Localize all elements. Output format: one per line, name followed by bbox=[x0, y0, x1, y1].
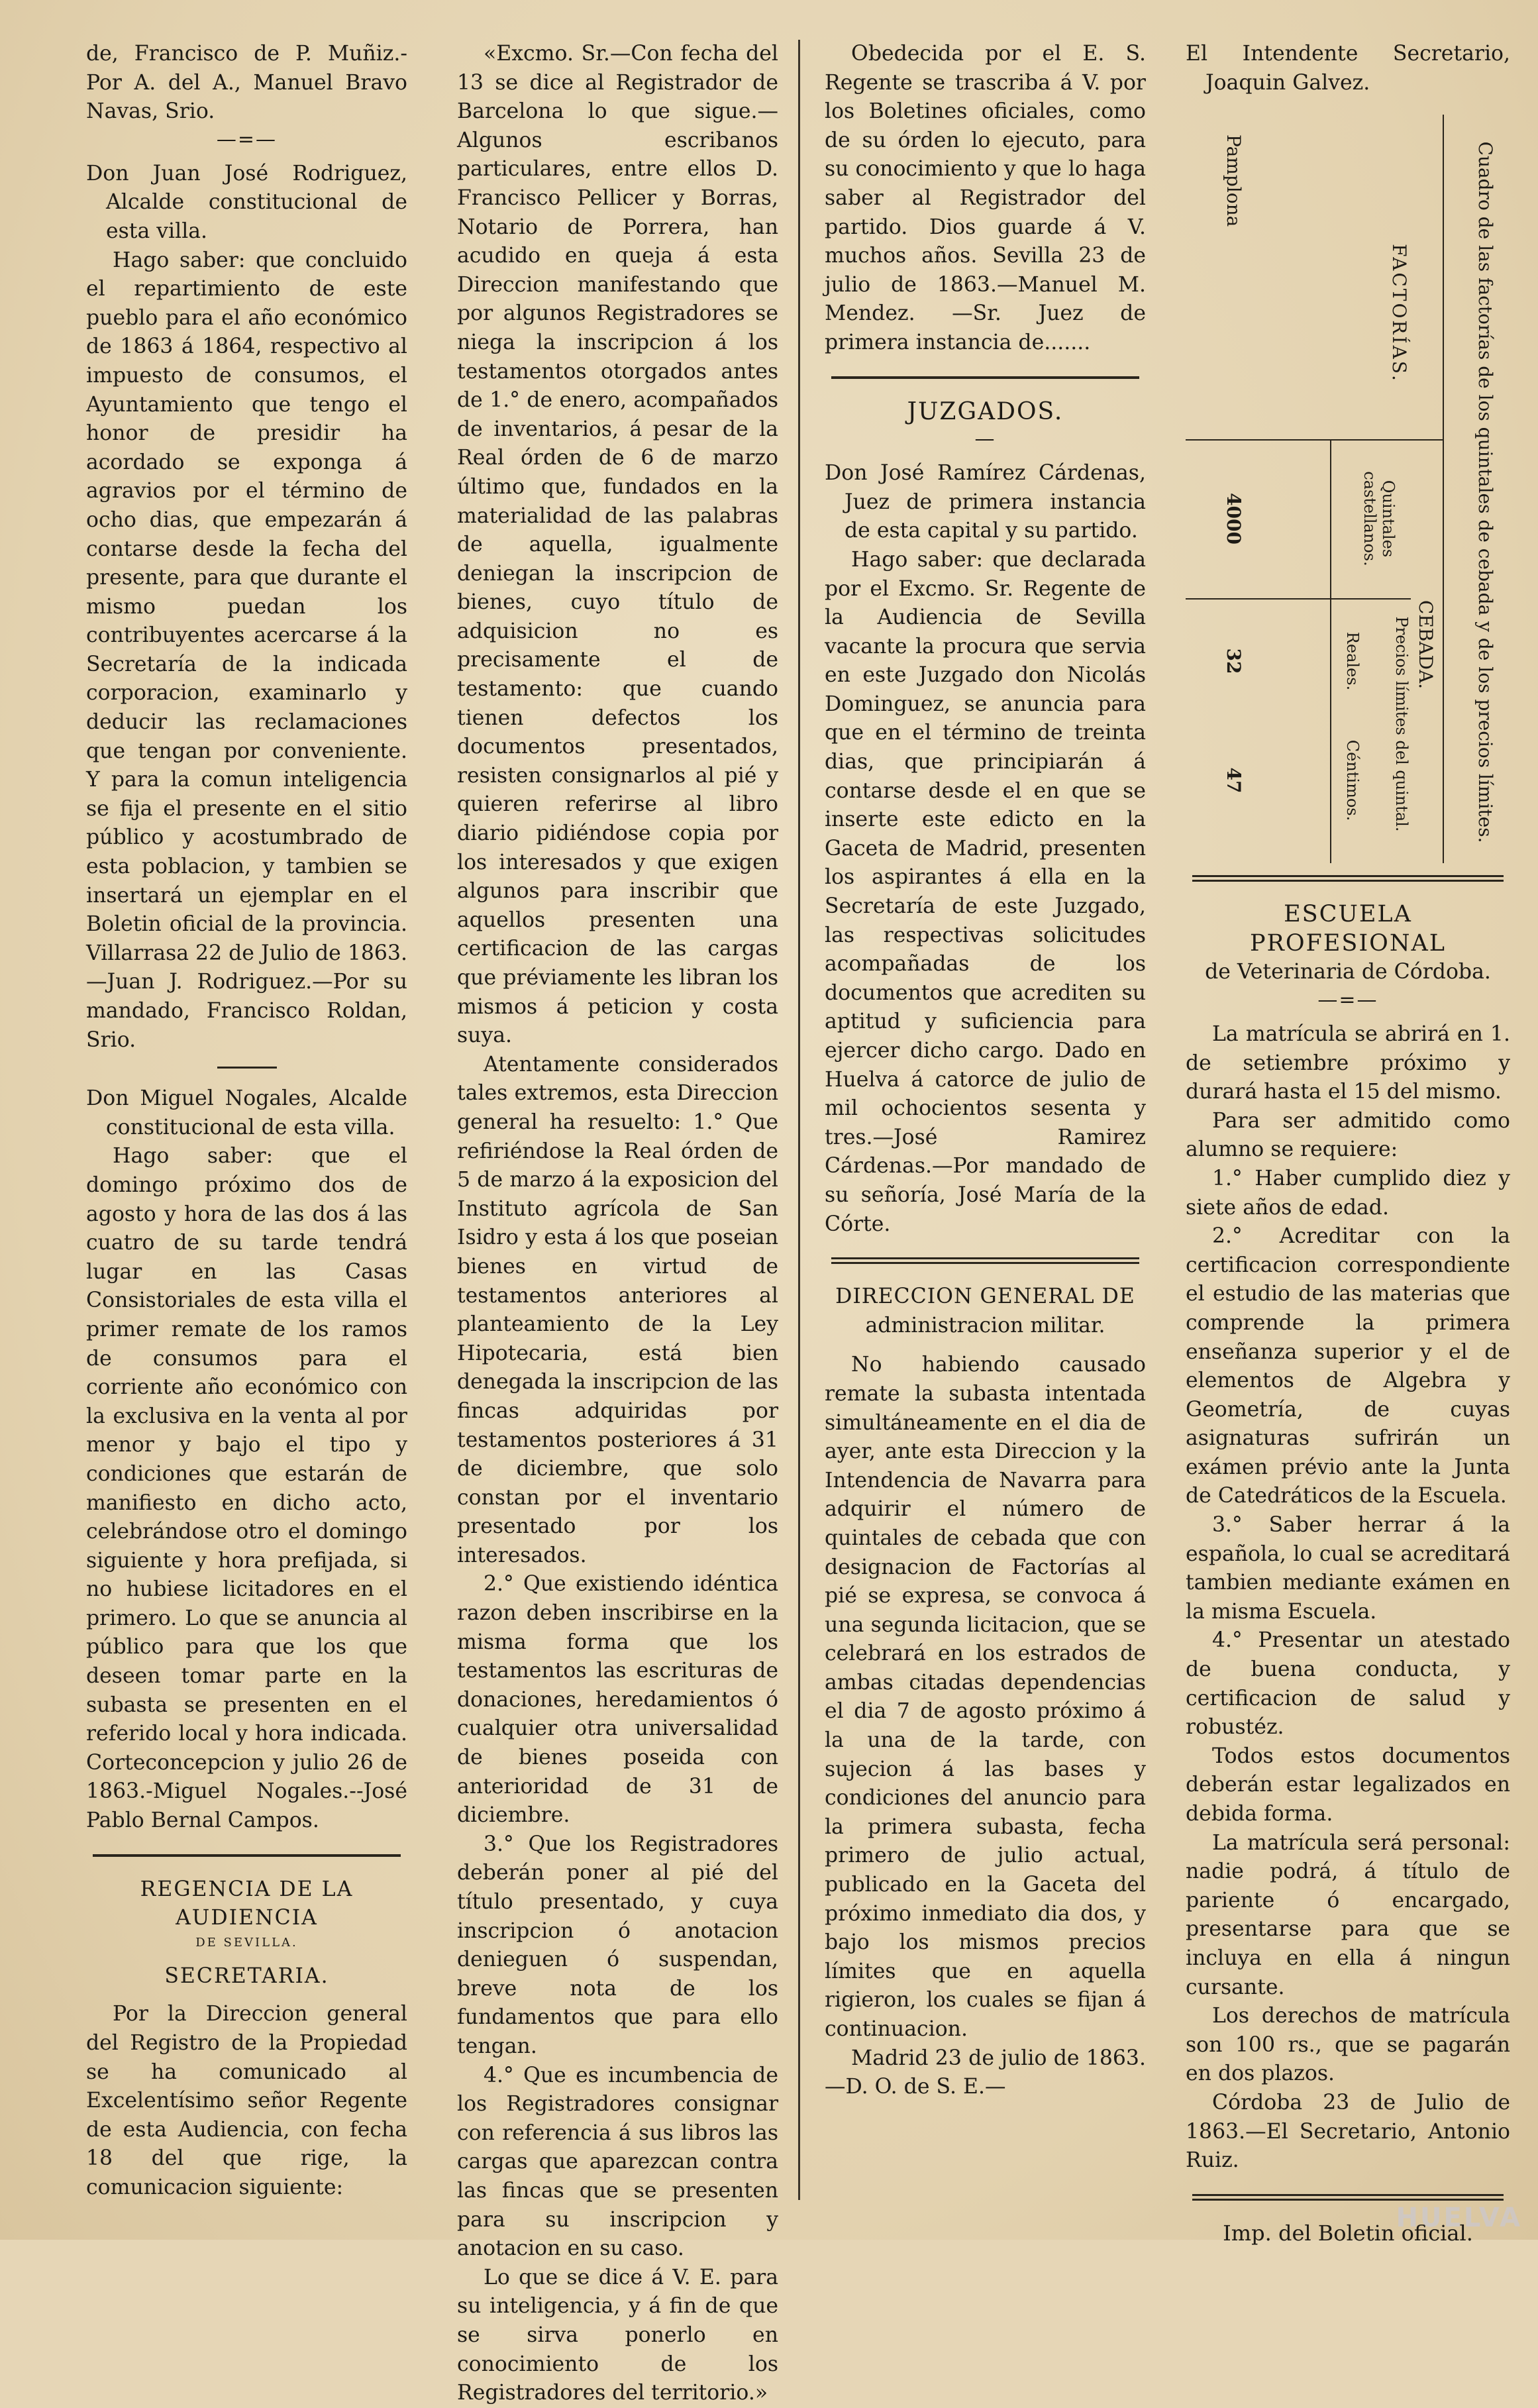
section-rule bbox=[93, 1854, 401, 1857]
table-row-reales: 32 bbox=[1223, 648, 1245, 674]
article-paragraph: Atentamente considerados tales extremos, esta Direccion general ha resuelto: 1.° Que refiriéndose la Real órden de 5 de marzo á la exposicion del Instituto agrícola de San Isidro y esta á los que poseian bienes en virtud de testamentos anteriores al planteamiento de la Ley Hipotecaria, está bien denegada la inscripcion de las fincas adquiridas por testamentos posteriores á 31 de diciembre, que solo constan por el inventario presentado por los interesados. bbox=[457, 1052, 778, 1567]
table-line bbox=[1186, 598, 1411, 600]
table-line bbox=[1443, 115, 1444, 863]
notice-body: Hago saber: que el domingo próximo dos de agosto y hora de las dos á las cuatro de su tarde tendrá lugar en las Casas Consistoriales de esta villa el primer remate de los ramos de consumos para el corriente año económico con la exclusiva en la venta al por menor y bajo el tipo y condiciones que estarán de manifiesto en dicho acto, celebrándose otro el domingo siguiente y hora prefijada, si no hubiese licitadores en el primero. Lo que se anuncia al público para que los que deseen tomar parte en la subasta se presenten en el referido local y hora indicada. Corteconcepcion y julio 26 de 1863.-Miguel Nogales.--José Pablo Bernal Campos. bbox=[86, 1144, 407, 1833]
article-paragraph: La matrícula será personal: nadie podrá, á título de pariente ó encargado, presentarse para que se incluya en ella á ningun cursante. bbox=[1186, 1830, 1510, 1999]
section-heading-direccion: DIRECCION GENERAL DE bbox=[835, 1284, 1135, 1309]
library-stamp: HUELVA bbox=[1396, 2203, 1522, 2233]
article-paragraph: Para ser admitido como alumno se requiere: bbox=[1186, 1108, 1510, 1162]
article-paragraph: Los derechos de matrícula son 100 rs., que se pagarán en dos plazos. bbox=[1186, 2004, 1510, 2086]
table-header-reales: Reales. bbox=[1343, 631, 1362, 691]
column-1 bbox=[86, 40, 407, 2213]
notice-body: Hago saber: que concluido el repartimiento de este pueblo para el año económico de 1863 á 1864, respectivo al impuesto de consumos, el Ayuntamiento que tengo el honor de presidir ha acordado se exponga á agravios por el término de ocho dias, que empezarán á contarse desde la fecha del presente, para que durante el mismo puedan los contribuyentes acercarse á la Secretaría de la indicada corporacion, examinarlo y deducir las reclamaciones que tengan por conveniente. Y para la comun inteligencia se fija el presente en el sitio público y acostumbrado de esta poblacion, y tambien se insertará un ejemplar en el Boletin oficial de la provincia. Villarrasa 22 de Julio de 1863. —Juan J. Rodriguez.—Por su mandado, Francisco Roldan, Srio. bbox=[86, 248, 408, 1052]
article-paragraph: Córdoba 23 de Julio de 1863.—El Secretario, Antonio Ruiz. bbox=[1186, 2090, 1510, 2173]
section-rule bbox=[1192, 2194, 1504, 2201]
article-paragraph: 4.° Presentar un atestado de buena conducta, y certificacion de salud y robustéz. bbox=[1186, 1628, 1510, 1740]
separator: —=— bbox=[1317, 988, 1378, 1012]
imprint: Imp. del Boletin oficial. bbox=[1223, 2220, 1473, 2246]
price-table-rotated bbox=[1186, 115, 1510, 863]
table-row-name: Pamplona bbox=[1223, 134, 1245, 227]
notice-heading: Don José Ramírez Cárdenas, Juez de primera instancia de esta capital y su partido. bbox=[825, 461, 1146, 543]
notice-heading: Don Juan José Rodriguez, Alcalde constitucional de esta villa. bbox=[86, 161, 407, 243]
column-2 bbox=[457, 40, 778, 2405]
table-row-quintales: 4000 bbox=[1223, 493, 1245, 545]
table-title: Cuadro de las factorías de los quintales de cebada y de los precios límites. bbox=[1474, 141, 1496, 843]
article-paragraph: 3.° Que los Registradores deberán poner al pié del título presentado, y cuya inscripcion ó anotacion denieguen ó suspendan, breve nota de los fundamentos que para ello tengan. bbox=[457, 1832, 778, 2058]
section-heading-secretaria: SECRETARIA. bbox=[164, 1963, 329, 1988]
article-paragraph: 4.° Que es incumbencia de los Registradores consignar con referencia á sus libros las cargas que aparezcan contra las fincas que se presenten para su inscripcion y anotacion en su caso. bbox=[457, 2063, 778, 2261]
column-rule bbox=[798, 40, 800, 2200]
article-signature: Madrid 23 de julio de 1863.—D. O. de S. E.— bbox=[825, 2046, 1146, 2099]
separator: —=— bbox=[216, 127, 278, 151]
section-heading-juzgados: JUZGADOS. bbox=[907, 397, 1064, 425]
article-paragraph: Todos estos documentos deberán estar legalizados en debida forma. bbox=[1186, 1744, 1510, 1826]
section-rule bbox=[831, 376, 1139, 379]
section-subheading-admin: administracion militar. bbox=[865, 1313, 1105, 1337]
notice-body: Hago saber: que declarada por el Excmo. Sr. Regente de la Audiencia de Sevilla vacante la procura que servia en este Juzgado don Nicolás Dominguez, se anuncia para que en el término de treinta dias, que principiarán á contarse desde el en que se inserte este edicto en la Gaceta de Madrid, presenten los aspirantes á ella en la Secretaría de este Juzgado, las respectivas solicitudes acompañadas de los documentos que acrediten su aptitud y suficiencia para ejercer dicho cargo. Dado en Huelva á catorce de julio de mil ochocientos sesenta y tres.—José Ramirez Cárdenas.—Por mandado de su señoría, José María de la Córte. bbox=[825, 547, 1146, 1236]
separator: — bbox=[974, 427, 996, 451]
table-header-centimos: Céntimos. bbox=[1343, 739, 1362, 821]
price-table bbox=[1186, 115, 1510, 863]
section-heading-regencia: REGENCIA DE LA AUDIENCIA bbox=[140, 1877, 354, 1930]
article-paragraph: 2.° Acreditar con la certificacion correspondiente el estudio de las materias que comprende la primera enseñanza superior y el de elementos de Algebra y Geometría, de cuyas asignaturas sufrirán un exámen prévio ante la Junta de Catedráticos de la Escuela. bbox=[1186, 1224, 1510, 1508]
notice-heading: Don Miguel Nogales, Alcalde constitucional de esta villa. bbox=[86, 1086, 407, 1139]
article-paragraph: No habiendo causado remate la subasta intentada simultáneamente en el dia de ayer, ante esta Direccion y la Intendencia de Navarra para adquirir el número de quintales de cebada que con designacion de Factorías al pié se expresa, se convoca á una segunda licitacion, que se celebrará en los estrados de ambas citadas dependencias el dia 7 de agosto próximo á la una de la tarde, con sujecion á las bases y condiciones del anuncio para la primera subasta, fecha primero de julio actual, publicado en la Gaceta del próximo inmediato dia dos, y bajo los mismos precios límites que en aquella rigieron, los cuales se fijan á continuacion. bbox=[825, 1353, 1146, 2041]
article-paragraph: Obedecida por el E. S. Regente se trascriba á V. por los Boletines oficiales, como de su órden lo ejecuto, para su conocimiento y que lo haga saber al Registrador del partido. Dios guarde á V. muchos años. Sevilla 23 de julio de 1863.—Manuel M. Mendez. —Sr. Juez de primera instancia de....... bbox=[825, 42, 1146, 354]
table-header-factorias: FACTORÍAS. bbox=[1388, 244, 1410, 384]
table-row-centimos: 47 bbox=[1223, 767, 1245, 794]
column-3 bbox=[825, 40, 1146, 2213]
table-header-cebada: CEBADA. bbox=[1415, 600, 1437, 690]
article-paragraph: 3.° Saber herrar á la española, lo cual se acreditará tambien mediante exámen en la misma Escuela. bbox=[1186, 1513, 1510, 1624]
table-header-quintales: Quintales castellanos. bbox=[1360, 471, 1398, 566]
section-subheading-sevilla: DE SEVILLA. bbox=[195, 1935, 298, 1950]
article-paragraph: Por la Direccion general del Registro de la Propiedad se ha comunicado al Excelentísimo señor Regente de esta Audiencia, con fecha 18 del que rige, la comunicacion siguiente: bbox=[86, 2002, 407, 2199]
article-paragraph: «Excmo. Sr.—Con fecha del 13 se dice al Registrador de Barcelona lo que sigue.— Algunos escribanos particulares, entre ellos D. Francisco Pellicer y Borras, Notario de Porrera, han acudido en queja á esta Direccion manifestando que por algunos Registradores se niega la inscripcion á los testamentos otorgados antes de 1.° de enero, acompañados de inventarios, á pesar de la Real órden de 6 de marzo último que, fundados en la materialidad de las palabras de aquella, igualmente deniegan la inscripcion de bienes, cuyo título de adquisicion no es precisamente el de testamento: que cuando tienen defectos los documentos presentados, resisten consignarlos al pié y quieren referirse al libro diario pidiéndose copia por los interesados y que exigen algunos para inscribir que aquellos presenten una certificacion de las cargas que préviamente les libran los mismos á peticion y costa suya. bbox=[457, 42, 778, 1048]
signature: El Intendente Secretario, Joaquin Galvez. bbox=[1186, 42, 1510, 95]
table-header-precios: Precios límites del quintal. bbox=[1392, 616, 1411, 832]
section-rule bbox=[831, 1257, 1139, 1264]
section-heading-escuela: ESCUELA PROFESIONAL bbox=[1249, 901, 1447, 957]
section-rule bbox=[1192, 875, 1504, 882]
continued-text: de, Francisco de P. Muñiz.- Por A. del A., Manuel Bravo Navas, Srio. bbox=[86, 42, 407, 124]
article-paragraph: Lo que se dice á V. E. para su inteligencia, y á fin de que se sirva ponerlo en conocimiento de los Registradores del territorio.» bbox=[457, 2265, 778, 2405]
table-line bbox=[1330, 439, 1331, 863]
article-paragraph: La matrícula se abrirá en 1. de setiembre próximo y durará hasta el 15 del mismo. bbox=[1186, 1021, 1510, 1104]
section-subheading-veterinaria: de Veterinaria de Córdoba. bbox=[1205, 960, 1491, 984]
table-line bbox=[1186, 439, 1444, 441]
article-paragraph: 2.° Que existiendo idéntica razon deben inscribirse en la misma forma que los testamentos las escrituras de donaciones, heredamientos ó cualquier otra universalidad de bienes poseida con anterioridad de 31 de diciembre. bbox=[457, 1572, 778, 1828]
article-paragraph: 1.° Haber cumplido diez y siete años de edad. bbox=[1186, 1166, 1510, 1220]
short-rule bbox=[217, 1067, 277, 1069]
